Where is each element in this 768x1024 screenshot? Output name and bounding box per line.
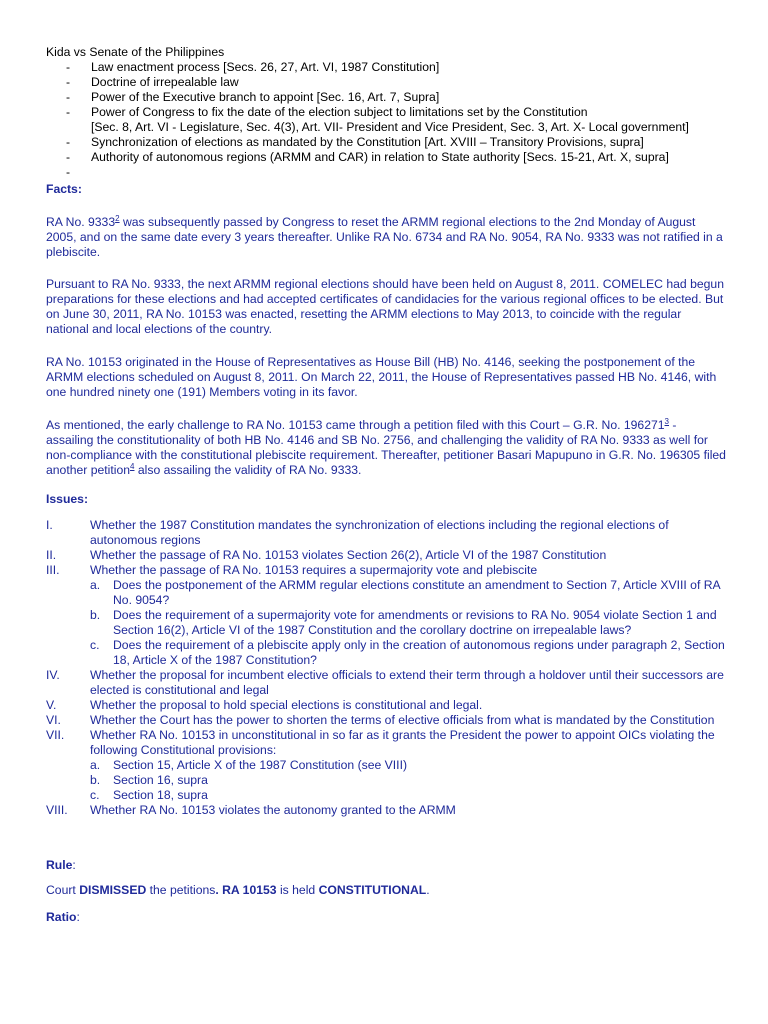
issue-item: II. Whether the passage of RA No. 10153 violates Section 26(2), Article VI of the 1987 Constitution — [46, 548, 607, 562]
dash-bullet: - — [66, 165, 71, 179]
issue-item: IV. Whether the proposal for incumbent elective officials to extend their term through a holdover until their successors are elected is constitutional and legal — [46, 668, 724, 697]
list-item: - Authority of autonomous regions (ARMM and CAR) in relation to State authority [Secs. 15-21, Art. X, supra] — [66, 150, 669, 164]
dash-bullet: - — [66, 90, 71, 104]
issues-heading: Issues: — [46, 492, 89, 506]
issue-item: VII. Whether RA No. 10153 in unconstitutional in so far as it grants the President the power to appoint OICs violating the following Constitutional provisions: — [46, 728, 715, 757]
case-title: Kida vs Senate of the Philippines — [46, 45, 225, 59]
issue-item: VI. Whether the Court has the power to shorten the terms of elective officials from what is mandated by the Constitution — [46, 713, 715, 727]
sub-issue-item: c. Does the requirement of a plebiscite apply only in the creation of autonomous regions under paragraph 2, Section 18, Article X of the 1987 Constitution? — [90, 638, 725, 667]
topic-list — [46, 60, 746, 179]
facts-paragraph-4: As mentioned, the early challenge to RA No. 10153 came through a petition filed with this Court – G.R. No. 196271$^3$ - assailing the constitutionality of both HB No. 4146 and SB No. 2756, and challenging the validity of RA No. 9333 as well for non-compliance with the constitutional plebiscite requirement. Thereafter, petitioner Basari Mapupuno in G.R. No. 196305 filed another petition$^4$ also assailing the validity of RA No. 9333. — [46, 416, 726, 477]
facts-paragraph-3: RA No. 10153 originated in the House of Representatives as House Bill (HB) No. 4146, seeking the postponement of the ARMM elections scheduled on August 8, 2011. On March 22, 2011, the House of Representatives passed HB No. 4146, with one hundred ninety one (191) Members voting in its favor. — [46, 355, 717, 399]
sub-issue-item: a. Section 15, Article X of the 1987 Constitution (see VIII) — [90, 758, 408, 772]
issue-item: VIII. Whether RA No. 10153 violates the autonomy granted to the ARMM — [46, 803, 456, 817]
footnote-ref[interactable]: 3 — [664, 416, 669, 426]
dash-bullet: - — [66, 105, 71, 119]
dash-bullet: - — [66, 150, 71, 164]
dash-bullet: - — [66, 135, 71, 149]
dash-bullet: - — [66, 60, 71, 74]
sub-issue-item: b. Section 16, supra — [90, 773, 208, 787]
list-item: - Synchronization of elections as mandated by the Constitution [Art. XVIII – Transitory Provisions, supra] — [66, 135, 644, 149]
rule-heading: Rule: — [46, 858, 76, 872]
list-item: - Power of the Executive branch to appoint [Sec. 16, Art. 7, Supra] — [66, 90, 440, 104]
sub-issue-item: b. Does the requirement of a supermajority vote for amendments or revisions to RA No. 9054 violate Section 1 and Section 16(2), Article VI of the 1987 Constitution and the corollary doctrine on irrepealable laws? — [90, 608, 717, 637]
issue-item: III. Whether the passage of RA No. 10153 requires a supermajority vote and plebiscite — [46, 563, 538, 577]
facts-paragraph-2: Pursuant to RA No. 9333, the next ARMM regional elections should have been held on August 8, 2011. COMELEC had begun preparations for these elections and had accepted certificates of candidacies for the various regional offices to be elected. But on June 30, 2011, RA No. 10153 was enacted, resetting the ARMM elections to May 2013, to coincide with the regular national and local elections of the country. — [46, 277, 724, 336]
facts-heading: Facts: — [46, 182, 82, 196]
facts-paragraph-1: RA No. 9333$^2$ was subsequently passed by Congress to reset the ARMM regional elections to the 2nd Monday of August 2005, and on the same date every 3 years thereafter. Unlike RA No. 6734 and RA No. 9054, RA No. 9333 was not ratified in a plebiscite. — [46, 213, 723, 259]
dash-bullet: - — [66, 75, 71, 89]
rule-text: Court DISMISSED the petitions. RA 10153 is held CONSTITUTIONAL. — [46, 883, 430, 897]
footnote-ref[interactable]: 2 — [115, 213, 120, 223]
issue-item: I. Whether the 1987 Constitution mandates the synchronization of elections including the regional elections of autonomous regions — [46, 518, 669, 547]
sub-issue-item: a. Does the postponement of the ARMM regular elections constitute an amendment to Section 7, Article XVIII of RA No. 9054? — [90, 578, 720, 607]
list-item: - Law enactment process [Secs. 26, 27, Art. VI, 1987 Constitution] — [66, 60, 440, 74]
issue-item: V. Whether the proposal to hold special elections is constitutional and legal. — [46, 698, 483, 712]
sub-issue-item: c. Section 18, supra — [90, 788, 208, 802]
list-item: - Doctrine of irrepealable law — [66, 75, 239, 89]
footnote-ref[interactable]: 4 — [130, 461, 135, 471]
ratio-heading: Ratio: — [46, 910, 80, 924]
list-item: - Power of Congress to fix the date of the election subject to limitations set by the Constitution [Sec. 8, Art. VI - Legislature, Sec. 4(3), Art. VII- President and Vice President, Sec. 3, Art. X- Local government] — [66, 105, 689, 134]
issues-list — [46, 518, 736, 818]
